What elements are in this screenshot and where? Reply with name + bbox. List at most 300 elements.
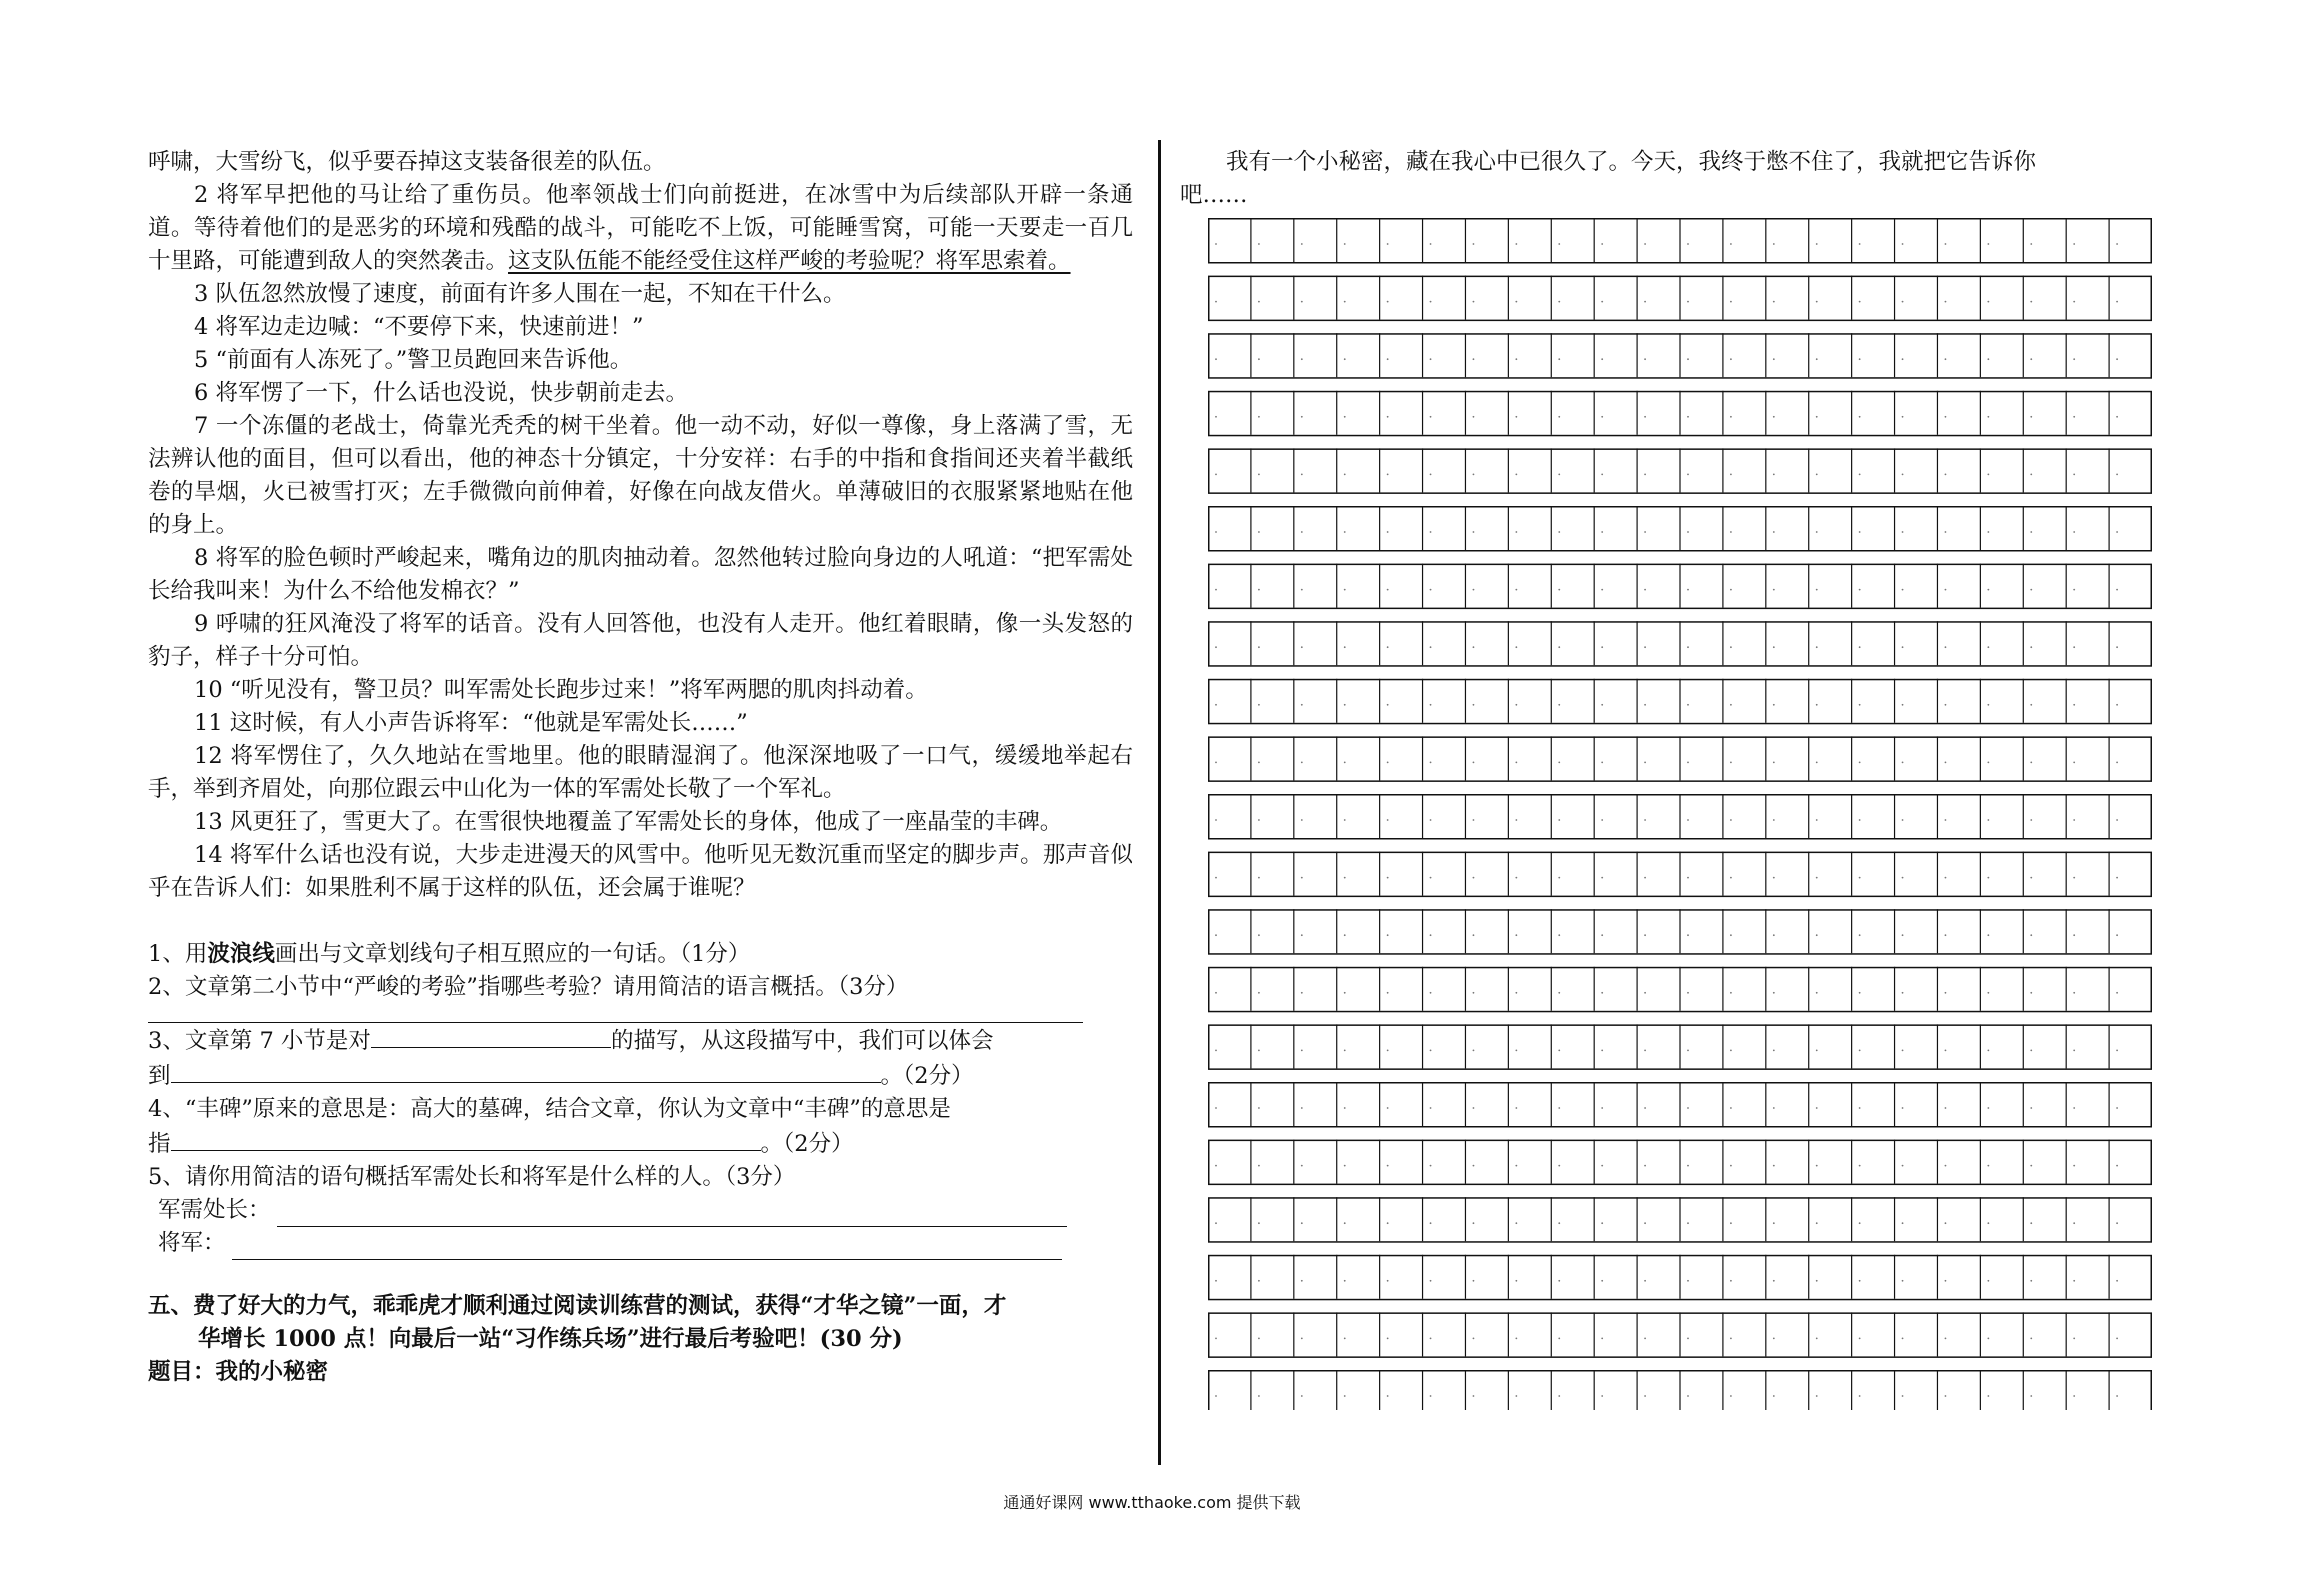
grid-cell-dot (1816, 762, 1818, 764)
grid-cell-dot (1945, 1280, 1947, 1282)
grid-row[interactable] (1209, 1370, 2152, 1410)
grid-row[interactable] (1209, 564, 2152, 609)
grid-cell-dot (2030, 358, 2032, 360)
grid-cell-dot (1558, 1395, 1560, 1397)
grid-cell-dot (1816, 1165, 1818, 1167)
grid-cell-dot (1902, 243, 1904, 245)
grid-cell-dot (2030, 704, 2032, 706)
grid-cell-dot (1430, 1107, 1432, 1109)
grid-cell-dot (1515, 243, 1517, 245)
grid-cell-dot (1215, 1222, 1217, 1224)
question-text: 。（2分） (760, 1131, 854, 1157)
grid-cell-dot (2116, 819, 2118, 821)
grid-cell-dot (1816, 819, 1818, 821)
grid-cell-dot (2116, 531, 2118, 533)
grid-cell-dot (1644, 646, 1646, 648)
grid-row[interactable] (1209, 1024, 2152, 1069)
grid-cell-dot (1344, 416, 1346, 418)
grid-cell-dot (1859, 646, 1861, 648)
grid-cell-dot (1859, 819, 1861, 821)
grid-cell-dot (1601, 1107, 1603, 1109)
grid-cell-dot (1430, 358, 1432, 360)
grid-cell-dot (1987, 992, 1989, 994)
grid-cell-dot (1558, 474, 1560, 476)
grid-cell-dot (1215, 531, 1217, 533)
grid-cell-dot (1387, 646, 1389, 648)
question-text: 指 (148, 1131, 171, 1157)
grid-cell-dot (1601, 1338, 1603, 1340)
grid-cell-dot (1773, 762, 1775, 764)
grid-cell-dot (1816, 301, 1818, 303)
grid-cell-dot (1558, 1338, 1560, 1340)
grid-cell-dot (2116, 416, 2118, 418)
grid-cell-dot (2116, 934, 2118, 936)
grid-cell-dot (2030, 877, 2032, 879)
grid-cell-dot (1902, 704, 1904, 706)
question-4-cont (148, 1126, 1133, 1161)
grid-cell-dot (1387, 704, 1389, 706)
grid-cell-dot (1773, 1222, 1775, 1224)
grid-cell-dot (1344, 474, 1346, 476)
grid-row[interactable] (1209, 852, 2152, 897)
grid-cell-dot (1558, 1165, 1560, 1167)
grid-cell-dot (1515, 762, 1517, 764)
grid-cell-dot (1601, 1280, 1603, 1282)
grid-cell-dot (1344, 1395, 1346, 1397)
grid-cell-dot (1473, 416, 1475, 418)
grid-cell-dot (1730, 1050, 1732, 1052)
grid-cell-dot (1301, 704, 1303, 706)
grid-cell-dot (1387, 1165, 1389, 1167)
grid-cell-dot (1730, 1280, 1732, 1282)
grid-cell-dot (1945, 1165, 1947, 1167)
passage-paragraph-3: 3 队伍忽然放慢了速度，前面有许多人围在一起，不知在干什么。 (194, 281, 846, 307)
grid-cell-dot (1730, 301, 1732, 303)
grid-cell-dot (1430, 762, 1432, 764)
grid-cell-dot (1558, 531, 1560, 533)
passage-text: 2 将军早把他的马让给了重伤员。他率领战士们向前挺进，在冰雪中为后续部队开辟一条通道。等待着他们的是恶劣的环境和残酷的战斗，可能吃不上饭，可能睡雪窝，可能一天要走一百几十里路，可能遭到敌人的突然袭击。 (148, 182, 1133, 274)
grid-cell-dot (1344, 1338, 1346, 1340)
grid-cell-dot (1473, 301, 1475, 303)
grid-cell-dot (1301, 416, 1303, 418)
grid-cell-dot (1215, 646, 1217, 648)
grid-cell-dot (2030, 992, 2032, 994)
grid-cell-dot (1902, 589, 1904, 591)
answer-line-q2[interactable] (148, 1004, 1083, 1023)
grid-cell-dot (1473, 1280, 1475, 1282)
grid-cell-dot (1730, 1222, 1732, 1224)
grid-cell-dot (1473, 992, 1475, 994)
grid-cell-dot (2116, 992, 2118, 994)
essay-title: 题目：我的小秘密 (148, 1359, 329, 1385)
grid-cell-dot (1859, 1107, 1861, 1109)
grid-cell-dot (2116, 1222, 2118, 1224)
passage-paragraph-9: 9 呼啸的狂风淹没了将军的话音。没有人回答他，也没有人走开。他红着眼睛，像一头发怒的豹子，样子十分可怕。 (148, 611, 1133, 670)
grid-cell-dot (1816, 1338, 1818, 1340)
grid-cell-dot (1601, 877, 1603, 879)
grid-cell-dot (1601, 1222, 1603, 1224)
grid-cell-dot (1816, 531, 1818, 533)
grid-cell-dot (1687, 301, 1689, 303)
grid-row[interactable] (1209, 736, 2152, 781)
question-text: 画出与文章划线句子相互照应的一句话。（1分） (274, 941, 751, 967)
grid-cell-dot (1902, 762, 1904, 764)
grid-cell-dot (1258, 589, 1260, 591)
grid-cell-dot (1344, 1107, 1346, 1109)
answer-blank[interactable] (171, 1058, 881, 1083)
grid-cell-dot (1258, 358, 1260, 360)
grid-row[interactable] (1209, 448, 2152, 493)
grid-cell-dot (2030, 416, 2032, 418)
question-text: 3、文章第 7 小节是对 (148, 1028, 371, 1054)
grid-cell-dot (1644, 589, 1646, 591)
grid-cell-dot (1816, 704, 1818, 706)
grid-cell-dot (1773, 1280, 1775, 1282)
grid-cell-dot (1859, 1280, 1861, 1282)
grid-cell-dot (1859, 1222, 1861, 1224)
grid-cell-dot (1558, 1222, 1560, 1224)
grid-cell-dot (1816, 474, 1818, 476)
composition-grid[interactable] (1208, 218, 2152, 1410)
grid-cell-dot (1859, 934, 1861, 936)
grid-cell-dot (1987, 819, 1989, 821)
grid-cell-dot (1473, 1050, 1475, 1052)
grid-cell-dot (1601, 243, 1603, 245)
grid-cell-dot (2073, 243, 2075, 245)
grid-cell-dot (2073, 589, 2075, 591)
grid-cell-dot (1215, 819, 1217, 821)
grid-cell-dot (1945, 992, 1947, 994)
grid-cell-dot (1687, 877, 1689, 879)
grid-cell-dot (1473, 704, 1475, 706)
grid-cell-dot (2030, 1280, 2032, 1282)
grid-cell-dot (1430, 646, 1432, 648)
grid-cell-dot (1773, 934, 1775, 936)
grid-cell-dot (1644, 819, 1646, 821)
grid-cell-dot (2030, 762, 2032, 764)
grid-row[interactable] (1209, 909, 2152, 954)
grid-cell-dot (1773, 704, 1775, 706)
grid-cell-dot (1301, 1165, 1303, 1167)
grid-cell-dot (1644, 531, 1646, 533)
grid-cell-dot (1730, 704, 1732, 706)
grid-cell-dot (1430, 1165, 1432, 1167)
grid-cell-dot (1387, 358, 1389, 360)
grid-cell-dot (1987, 301, 1989, 303)
grid-cell-dot (2073, 1280, 2075, 1282)
grid-cell-dot (2030, 531, 2032, 533)
passage-paragraph-8: 8 将军的脸色顿时严峻起来，嘴角边的肌肉抽动着。忽然他转过脸向身边的人吼道：“把军需处长给我叫来！为什么不给他发棉衣？” (148, 545, 1133, 604)
reading-passage-column (148, 146, 1133, 1389)
grid-cell-dot (1644, 358, 1646, 360)
grid-cell-dot (1859, 877, 1861, 879)
grid-cell-dot (1816, 877, 1818, 879)
grid-cell-dot (1644, 1050, 1646, 1052)
grid-cell-dot (1301, 1107, 1303, 1109)
grid-cell-dot (1601, 358, 1603, 360)
grid-cell-dot (1987, 1050, 1989, 1052)
grid-cell-dot (1816, 589, 1818, 591)
grid-cell-dot (1859, 704, 1861, 706)
grid-cell-dot (1215, 589, 1217, 591)
grid-cell-dot (1859, 1165, 1861, 1167)
grid-cell-dot (1816, 992, 1818, 994)
grid-cell-dot (1730, 819, 1732, 821)
passage-paragraph-7: 7 一个冻僵的老战士，倚靠光秃秃的树干坐着。他一动不动，好似一尊像，身上落满了雪，无法辨认他的面目，但可以看出，他的神态十分镇定，十分安祥：右手的中指和食指间还夹着半截纸卷的旱烟，火已被雪打灭；左手微微向前伸着，好像在向战友借火。单薄破旧的衣服紧紧地贴在他的身上。 (148, 413, 1133, 538)
grid-row[interactable] (1209, 794, 2152, 839)
grid-cell-dot (1902, 819, 1904, 821)
grid-cell-dot (1258, 301, 1260, 303)
grid-cell-dot (1945, 243, 1947, 245)
grid-cell-dot (1945, 646, 1947, 648)
grid-cell-dot (1430, 819, 1432, 821)
grid-cell-dot (1644, 1222, 1646, 1224)
grid-row[interactable] (1209, 276, 2152, 321)
grid-cell-dot (1945, 358, 1947, 360)
grid-cell-dot (1258, 1050, 1260, 1052)
grid-cell-dot (1215, 1050, 1217, 1052)
column-divider (1158, 140, 1161, 1465)
grid-cell-dot (1902, 416, 1904, 418)
essay-intro-line-2: 吧…… (1180, 182, 1248, 208)
grid-cell-dot (1816, 1050, 1818, 1052)
grid-cell-dot (1558, 589, 1560, 591)
grid-cell-dot (1430, 934, 1432, 936)
grid-cell-dot (1859, 1338, 1861, 1340)
passage-paragraph-1: 呼啸，大雪纷飞，似乎要吞掉这支装备很差的队伍。 (148, 149, 666, 175)
grid-cell-dot (1515, 819, 1517, 821)
grid-cell-dot (1258, 531, 1260, 533)
grid-cell-dot (1687, 1280, 1689, 1282)
grid-cell-dot (1730, 992, 1732, 994)
grid-cell-dot (1730, 243, 1732, 245)
underlined-sentence: 这支队伍能不能经受住这样严峻的考验呢？将军思索着。 (508, 248, 1071, 274)
grid-cell-dot (2030, 1222, 2032, 1224)
passage-paragraph-13: 13 风更狂了，雪更大了。在雪很快地覆盖了军需处长的身体，他成了一座晶莹的丰碑。 (194, 809, 1063, 835)
grid-row[interactable] (1209, 333, 2152, 378)
grid-row[interactable] (1209, 218, 2152, 263)
answer-blank[interactable] (171, 1126, 761, 1151)
grid-cell-dot (1902, 934, 1904, 936)
grid-cell-dot (1515, 1165, 1517, 1167)
grid-cell-dot (1687, 243, 1689, 245)
grid-cell-dot (1344, 934, 1346, 936)
grid-cell-dot (1473, 243, 1475, 245)
grid-cell-dot (1387, 474, 1389, 476)
grid-row[interactable] (1209, 1197, 2152, 1242)
grid-cell-dot (2116, 1165, 2118, 1167)
grid-cell-dot (2073, 1050, 2075, 1052)
grid-cell-dot (1987, 1338, 1989, 1340)
grid-cell-dot (1515, 1107, 1517, 1109)
grid-cell-dot (1387, 1280, 1389, 1282)
grid-cell-dot (1859, 1395, 1861, 1397)
grid-cell-dot (1558, 762, 1560, 764)
grid-cell-dot (2073, 1338, 2075, 1340)
grid-cell-dot (1987, 1395, 1989, 1397)
grid-row[interactable] (1209, 391, 2152, 436)
grid-cell-dot (2030, 646, 2032, 648)
grid-cell-dot (1902, 1107, 1904, 1109)
grid-cell-dot (1987, 243, 1989, 245)
grid-cell-dot (1558, 992, 1560, 994)
grid-cell-dot (1773, 646, 1775, 648)
passage-paragraph-6: 6 将军愣了一下，什么话也没说，快步朝前走去。 (194, 380, 688, 406)
grid-cell-dot (1987, 474, 1989, 476)
grid-cell-dot (2073, 474, 2075, 476)
grid-cell-dot (1687, 704, 1689, 706)
passage-paragraph-10: 10 “听见没有，警卫员？叫军需处长跑步过来！”将军两腮的肌肉抖动着。 (194, 677, 928, 703)
grid-cell-dot (2073, 992, 2075, 994)
grid-cell-dot (1258, 243, 1260, 245)
grid-cell-dot (1473, 646, 1475, 648)
grid-cell-dot (1987, 1222, 1989, 1224)
grid-cell-dot (1215, 877, 1217, 879)
grid-cell-dot (2116, 646, 2118, 648)
grid-cell-dot (1515, 1050, 1517, 1052)
grid-cell-dot (2073, 877, 2075, 879)
grid-cell-dot (1301, 301, 1303, 303)
grid-cell-dot (1344, 301, 1346, 303)
grid-cell-dot (2073, 762, 2075, 764)
grid-cell-dot (1687, 819, 1689, 821)
grid-cell-dot (1258, 704, 1260, 706)
grid-cell-dot (1773, 531, 1775, 533)
passage-paragraph-4: 4 将军边走边喊：“不要停下来，快速前进！” (194, 314, 644, 340)
grid-cell-dot (1945, 1338, 1947, 1340)
grid-cell-dot (1687, 1395, 1689, 1397)
grid-row[interactable] (1209, 967, 2152, 1012)
grid-cell-dot (1859, 243, 1861, 245)
grid-cell-dot (1473, 1338, 1475, 1340)
grid-cell-dot (1258, 877, 1260, 879)
grid-cell-dot (1773, 416, 1775, 418)
grid-cell-dot (2030, 1165, 2032, 1167)
grid-cell-dot (1515, 934, 1517, 936)
grid-cell-dot (1644, 704, 1646, 706)
grid-cell-dot (1601, 301, 1603, 303)
grid-cell-dot (1644, 301, 1646, 303)
grid-cell-dot (1558, 243, 1560, 245)
grid-cell-dot (1601, 646, 1603, 648)
grid-cell-dot (1859, 358, 1861, 360)
answer-blank[interactable] (371, 1023, 611, 1048)
grid-row[interactable] (1209, 1082, 2152, 1127)
grid-cell-dot (1945, 819, 1947, 821)
grid-cell-dot (1301, 589, 1303, 591)
grid-cell-dot (1387, 589, 1389, 591)
grid-cell-dot (1945, 877, 1947, 879)
grid-cell-dot (1987, 416, 1989, 418)
grid-row[interactable] (1209, 621, 2152, 666)
essay-intro-line-1: 我有一个小秘密，藏在我心中已很久了。今天，我终于憋不住了，我就把它告诉你 (1226, 149, 2037, 175)
grid-cell-dot (1773, 819, 1775, 821)
grid-cell-dot (1344, 877, 1346, 879)
question-1 (148, 938, 1133, 971)
grid-cell-dot (1258, 1165, 1260, 1167)
grid-cell-dot (1730, 589, 1732, 591)
grid-cell-dot (1387, 1107, 1389, 1109)
grid-cell-dot (1258, 762, 1260, 764)
grid-cell-dot (1902, 646, 1904, 648)
grid-cell-dot (1301, 1050, 1303, 1052)
grid-cell-dot (1515, 877, 1517, 879)
grid-cell-dot (1859, 992, 1861, 994)
grid-cell-dot (2116, 1107, 2118, 1109)
grid-cell-dot (1558, 646, 1560, 648)
grid-cell-dot (1945, 474, 1947, 476)
grid-cell-dot (1558, 358, 1560, 360)
grid-cell-dot (2116, 358, 2118, 360)
grid-cell-dot (1473, 589, 1475, 591)
grid-cell-dot (1215, 1395, 1217, 1397)
grid-cell-dot (1473, 358, 1475, 360)
grid-row[interactable] (1209, 1140, 2152, 1185)
grid-cell-dot (1601, 934, 1603, 936)
grid-cell-dot (1601, 1050, 1603, 1052)
grid-cell-dot (1945, 416, 1947, 418)
section-five (148, 1290, 1133, 1356)
grid-cell-dot (1644, 1107, 1646, 1109)
grid-cell-dot (1473, 531, 1475, 533)
grid-cell-dot (1215, 243, 1217, 245)
grid-cell-dot (2116, 243, 2118, 245)
answer-blank[interactable] (232, 1235, 1062, 1260)
grid-cell-dot (1344, 531, 1346, 533)
grid-cell-dot (2073, 1107, 2075, 1109)
grid-cell-dot (1258, 934, 1260, 936)
grid-cell-dot (1301, 1280, 1303, 1282)
grid-cell-dot (1730, 762, 1732, 764)
grid-cell-dot (1644, 1395, 1646, 1397)
grid-cell-dot (1987, 1107, 1989, 1109)
grid-cell-dot (1773, 243, 1775, 245)
passage-paragraph-14: 14 将军什么话也没有说，大步走进漫天的风雪中。他听见无数沉重而坚定的脚步声。那声音似乎在告诉人们：如果胜利不属于这样的队伍，还会属于谁呢？ (148, 842, 1133, 901)
grid-row[interactable] (1209, 1255, 2152, 1300)
grid-cell-dot (1430, 877, 1432, 879)
grid-cell-dot (1945, 704, 1947, 706)
grid-row[interactable] (1209, 1312, 2152, 1357)
grid-cell-dot (1945, 589, 1947, 591)
grid-cell-dot (1515, 531, 1517, 533)
grid-cell-dot (1730, 1165, 1732, 1167)
answer-blank[interactable] (277, 1202, 1067, 1227)
grid-cell-dot (2030, 1050, 2032, 1052)
grid-cell-dot (1215, 1338, 1217, 1340)
grid-cell-dot (1902, 1395, 1904, 1397)
grid-cell-dot (2073, 934, 2075, 936)
grid-cell-dot (1344, 358, 1346, 360)
grid-cell-dot (1387, 1050, 1389, 1052)
grid-row[interactable] (1209, 679, 2152, 724)
grid-cell-dot (1430, 992, 1432, 994)
grid-cell-dot (2116, 589, 2118, 591)
grid-cell-dot (1473, 762, 1475, 764)
grid-cell-dot (1687, 646, 1689, 648)
grid-row[interactable] (1209, 506, 2152, 551)
grid-cell-dot (1987, 1165, 1989, 1167)
grid-cell-dot (1301, 358, 1303, 360)
grid-cell-dot (2073, 646, 2075, 648)
grid-cell-dot (2073, 531, 2075, 533)
grid-cell-dot (1215, 1165, 1217, 1167)
grid-cell-dot (1430, 589, 1432, 591)
grid-cell-dot (1902, 474, 1904, 476)
grid-cell-dot (2073, 1222, 2075, 1224)
grid-cell-dot (1902, 1280, 1904, 1282)
grid-cell-dot (2116, 1280, 2118, 1282)
grid-cell-dot (1558, 704, 1560, 706)
